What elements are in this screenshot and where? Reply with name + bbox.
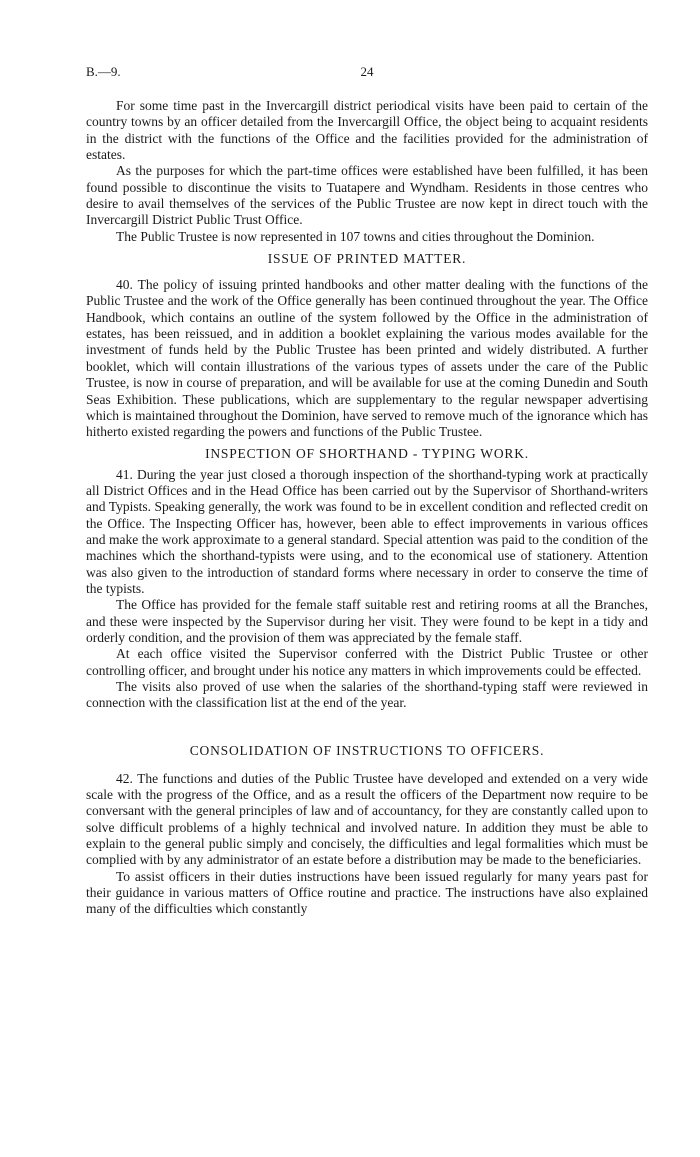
section-heading-consolidation: CONSOLIDATION OF INSTRUCTIONS TO OFFICERS. (189, 742, 545, 758)
page-header (86, 64, 648, 86)
paragraph: The Public Trustee is now represented in 107 towns and cities throughout the Dominion. (116, 228, 595, 244)
paragraph: As the purposes for which the part-time offices were established have been fulfilled, it has been found possible to discontinue the visits to Tuatapere and Wyndham. Residents in those centres who desire to avail themselves of the services of the Public Trustee are now kept in direct touch with the Invercargill District Public Trust Office. (86, 163, 648, 228)
paragraph: 41. During the year just closed a thorough inspection of the shorthand-typing work at practically all District Offices and in the Head Office has been carried out by the Supervisor of Shorthand-writers and Typists. Speaking generally, the work was found to be in excellent condition and reflected credit on the Office. The Inspecting Officer has, however, been able to effect improvements in various offices and make the work approximate to a general standard. Special attention was paid to the condition of the machines which the shorthand-typists were using, and to the economical use of stationery. Attention was also given to the introduction of standard forms where necessary in order to conserve the time of the typists. (86, 466, 648, 596)
paragraph: 40. The policy of issuing printed handbooks and other matter dealing with the functions of the Public Trustee and the work of the Office generally has been continued throughout the year. The Office Handbook, which contains an outline of the system followed by the Office in the administration of estates, has been reissued, and in addition a booklet explaining the various modes available for the investment of funds held by the Public Trustee has been printed and widely distributed. A further booklet, which will contain illustrations of the various types of assets under the care of the Public Trustee, is now in course of preparation, and will be available for use at the coming Dunedin and South Seas Exhibition. These publications, which are supplementary to the regular newspaper advertising which is maintained throughout the Dominion, have served to remove much of the ignorance which has hitherto existed regarding the powers and functions of the Public Trustee. (86, 277, 648, 440)
paragraph: To assist officers in their duties instructions have been issued regularly for many years past for their guidance in various matters of Office routine and practice. The instructions have also explained many of the difficulties which constantly (86, 868, 648, 917)
report-reference: B.—9. (86, 64, 121, 79)
paragraph: The visits also proved of use when the salaries of the shorthand-typing staff were reviewed in connection with the classification list at the end of the year. (86, 679, 648, 711)
page-number: 24 (360, 64, 374, 79)
document-body (86, 98, 648, 918)
paragraph: At each office visited the Supervisor conferred with the District Public Trustee or other controlling officer, and brought under his notice any matters in which improvements could be effected. (86, 646, 648, 678)
paragraph: For some time past in the Invercargill district periodical visits have been paid to certain of the country towns by an officer detailed from the Invercargill Office, the object being to acquaint residents in the district with the functions of the Office and the facilities provided for the administration of estates. (86, 98, 648, 163)
paragraph: The Office has provided for the female staff suitable rest and retiring rooms at all the Branches, and these were inspected by the Supervisor during her visit. They were found to be kept in a tidy and orderly condition, and the provision of them was appreciated by the female staff. (86, 597, 648, 645)
section-heading-inspection: INSPECTION OF SHORTHAND - TYPING WORK. (205, 445, 529, 461)
paragraph: 42. The functions and duties of the Public Trustee have developed and extended on a very wide scale with the progress of the Office, and as a result the officers of the Department now require to be conversant with the general principles of law and of accountancy, for they are constantly called upon to solve difficult problems of a highly technical and involved nature. In addition they must be able to explain to the general public simply and concisely, the difficulties and legal formalities which must be complied with by any administrator of an estate before a distribution may be made to the beneficiaries. (86, 770, 648, 868)
document-page (86, 64, 648, 918)
section-heading-printed-matter: ISSUE OF PRINTED MATTER. (267, 251, 467, 267)
